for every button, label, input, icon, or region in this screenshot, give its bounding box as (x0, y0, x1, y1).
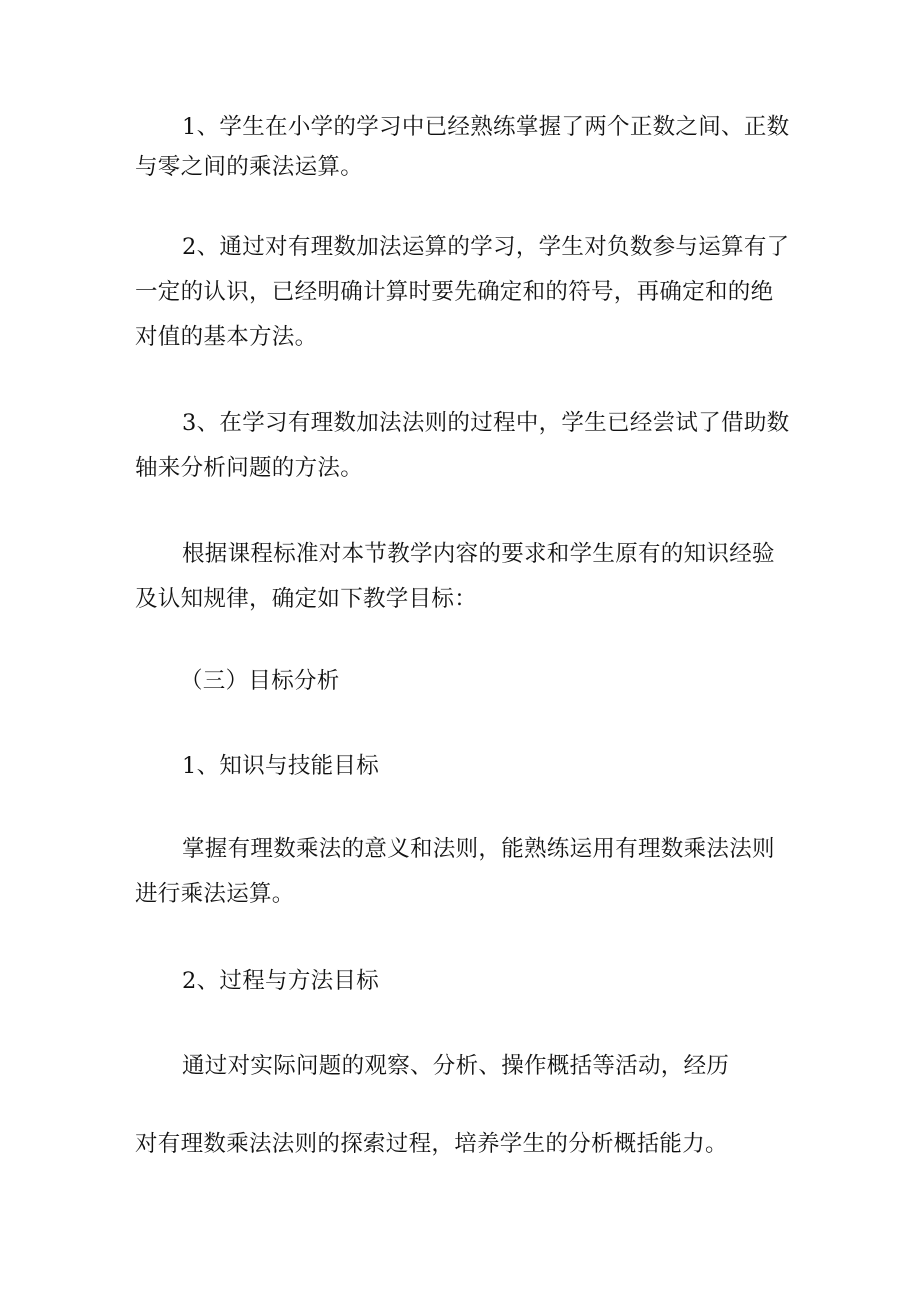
paragraph-line: 1、学生在小学的学习中已经熟练掌握了两个正数之间、正数 (182, 114, 790, 140)
subheading-knowledge-skills: 1、知识与技能目标 (182, 753, 380, 779)
paragraph-line: 2、通过对有理数加法运算的学习，学生对负数参与运算有了 (182, 234, 790, 260)
paragraph-7-line: 对有理数乘法法则的探索过程，培养学生的分析概括能力。 (135, 1131, 728, 1157)
paragraph-6-line: 通过对实际问题的观察、分析、操作概括等活动，经历 (182, 1053, 730, 1079)
paragraph-line: 掌握有理数乘法的意义和法则，能熟练运用有理数乘法法则 (182, 836, 775, 862)
paragraph-line: 对值的基本方法。 (135, 324, 318, 350)
paragraph-line: 3、在学习有理数加法法则的过程中，学生已经尝试了借助数 (182, 410, 790, 436)
paragraph-line: 进行乘法运算。 (135, 881, 295, 907)
paragraph-line: 轴来分析问题的方法。 (135, 455, 364, 481)
paragraph-line: 与零之间的乘法运算。 (135, 154, 364, 180)
paragraph-line: 一定的认识，已经明确计算时要先确定和的符号，再确定和的绝 (135, 279, 774, 305)
paragraph-line: 根据课程标准对本节教学内容的要求和学生原有的知识经验 (182, 541, 775, 567)
paragraph-line: 及认知规律，确定如下教学目标： (135, 586, 478, 612)
section-heading: （三）目标分析 (180, 668, 340, 694)
subheading-process-method: 2、过程与方法目标 (182, 968, 380, 994)
